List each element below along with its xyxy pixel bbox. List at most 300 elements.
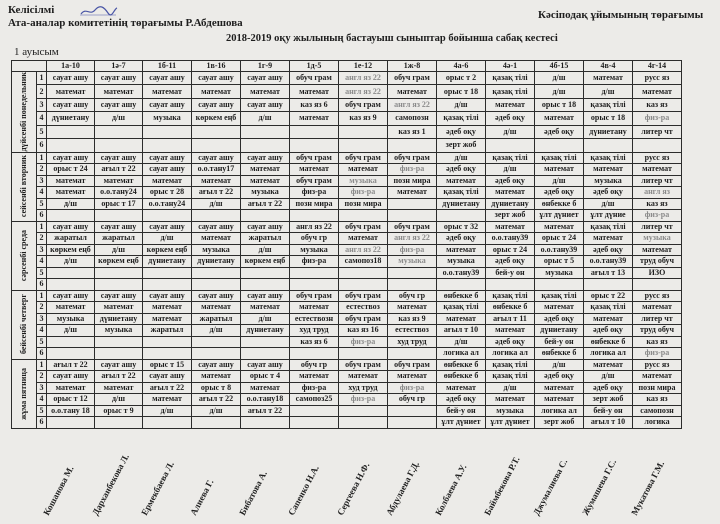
lesson-cell: сауат ашу	[143, 98, 192, 111]
lesson-cell: каз яз	[633, 198, 682, 210]
table-row	[12, 233, 682, 245]
lesson-cell	[339, 348, 388, 360]
lesson-cell: математ	[633, 85, 682, 98]
lesson-cell: сауат ашу	[241, 98, 290, 111]
lesson-cell: математ	[192, 233, 241, 245]
day-cell	[12, 152, 37, 221]
lesson-cell: әдеб оқу	[584, 382, 633, 394]
lesson-cell: физ-ра	[633, 112, 682, 125]
lesson-cell: музыка	[388, 256, 437, 268]
table-row	[12, 336, 682, 348]
lesson-cell: худ труд	[290, 325, 339, 337]
lesson-cell: логика ал	[486, 348, 535, 360]
table-row	[12, 210, 682, 222]
lesson-cell: қазақ тілі	[584, 152, 633, 164]
table-row	[12, 85, 682, 98]
lesson-cell: дүниетану	[192, 256, 241, 268]
lesson-cell: д/ш	[47, 325, 95, 337]
lesson-cell	[143, 348, 192, 360]
lesson-cell: д/ш	[143, 233, 192, 245]
lesson-cell: обуч грам	[290, 152, 339, 164]
lesson-cell: сауат ашу	[241, 221, 290, 233]
lesson-cell	[388, 210, 437, 222]
lesson-cell	[290, 348, 339, 360]
lesson-cell: өнбекке б	[437, 290, 486, 302]
lesson-cell: жаратыл	[95, 233, 143, 245]
lesson-cell	[584, 279, 633, 291]
lesson-cell: сауат ашу	[95, 98, 143, 111]
lesson-cell: математ	[535, 394, 584, 406]
lesson-cell	[486, 139, 535, 152]
lesson-cell	[241, 125, 290, 138]
teacher-name: Дарханбекова Л.	[90, 452, 131, 517]
lesson-cell: физ-ра	[339, 187, 388, 199]
lesson-cell	[437, 210, 486, 222]
lesson-cell	[486, 279, 535, 291]
lesson-cell: көркем еңб	[143, 244, 192, 256]
lesson-cell: сауат ашу	[192, 72, 241, 85]
lesson-cell: сауат ашу	[192, 290, 241, 302]
lesson-cell	[633, 139, 682, 152]
lesson-cell: обуч грам	[339, 221, 388, 233]
lesson-cell: орыс т 2	[437, 72, 486, 85]
lesson-cell: өнбекке б	[535, 198, 584, 210]
lesson-number: 6	[37, 210, 47, 222]
lesson-cell: орыс т 12	[47, 394, 95, 406]
lesson-cell: англ яз 22	[388, 98, 437, 111]
lesson-cell: жаратыл	[241, 233, 290, 245]
table-row	[12, 187, 682, 199]
lesson-cell: музыка	[47, 313, 95, 325]
lesson-cell: ағыл т 22	[143, 382, 192, 394]
lesson-cell: қазақ тілі	[437, 112, 486, 125]
lesson-cell: каз яз 9	[339, 112, 388, 125]
lesson-cell: ИЗО	[633, 267, 682, 279]
class-header: 1е-12	[339, 61, 388, 72]
class-header: 1в-16	[192, 61, 241, 72]
lesson-cell: математ	[95, 382, 143, 394]
lesson-cell	[143, 336, 192, 348]
table-row	[12, 244, 682, 256]
lesson-cell: орыс т 9	[95, 405, 143, 417]
lesson-cell: самопозн	[633, 405, 682, 417]
lesson-cell: ағыл т 22	[47, 359, 95, 371]
lesson-cell: худ труд	[388, 336, 437, 348]
lesson-cell: д/ш	[486, 382, 535, 394]
agreed-label: Келісілмі	[8, 4, 55, 16]
lesson-cell: математ	[584, 164, 633, 176]
lesson-cell	[388, 267, 437, 279]
lesson-cell: математ	[47, 382, 95, 394]
lesson-cell: қазақ тілі	[584, 221, 633, 233]
lesson-cell: естествозн	[290, 313, 339, 325]
lesson-cell: әдеб оқу	[535, 371, 584, 383]
class-header: 1д-5	[290, 61, 339, 72]
lesson-cell: қазақ тілі	[437, 302, 486, 314]
lesson-cell: бей-у он	[584, 405, 633, 417]
lesson-cell: математ	[290, 371, 339, 383]
table-row	[12, 394, 682, 406]
lesson-cell: д/ш	[47, 256, 95, 268]
lesson-cell: математ	[633, 164, 682, 176]
lesson-cell: д/ш	[584, 371, 633, 383]
lesson-cell: өнбекке б	[584, 336, 633, 348]
lesson-cell: музыка	[535, 267, 584, 279]
day-cell	[12, 221, 37, 290]
lesson-cell: ағыл т 22	[192, 187, 241, 199]
table-row	[12, 112, 682, 125]
lesson-cell	[192, 267, 241, 279]
lesson-cell	[192, 348, 241, 360]
lesson-cell: сауат ашу	[47, 371, 95, 383]
teacher-names	[0, 419, 720, 519]
lesson-number: 5	[37, 125, 47, 138]
lesson-cell: обуч грам	[339, 359, 388, 371]
class-header-row	[12, 61, 682, 72]
lesson-cell: зерт жоб	[486, 210, 535, 222]
lesson-cell	[241, 210, 290, 222]
lesson-cell: қазақ тілі	[535, 152, 584, 164]
lesson-cell: д/ш	[143, 405, 192, 417]
lesson-cell: логика ал	[535, 405, 584, 417]
lesson-cell: орыс т 22	[584, 290, 633, 302]
lesson-cell: о.о.тану39	[584, 256, 633, 268]
lesson-number: 1	[37, 359, 47, 371]
lesson-cell: орыс т 32	[437, 221, 486, 233]
lesson-number: 5	[37, 267, 47, 279]
lesson-cell: о.о.тану 18	[47, 405, 95, 417]
day-label: жұма пятница	[19, 367, 28, 420]
lesson-cell	[47, 336, 95, 348]
lesson-cell: физ-ра	[290, 382, 339, 394]
lesson-cell: өнбекке б	[437, 359, 486, 371]
lesson-cell	[290, 267, 339, 279]
lesson-cell: литер чт	[633, 221, 682, 233]
lesson-cell	[241, 139, 290, 152]
lesson-cell: математ	[192, 85, 241, 98]
lesson-cell: д/ш	[535, 175, 584, 187]
lesson-cell	[290, 210, 339, 222]
lesson-cell: д/ш	[535, 85, 584, 98]
lesson-cell: д/ш	[47, 198, 95, 210]
table-row	[12, 371, 682, 383]
lesson-cell: қазақ тілі	[486, 359, 535, 371]
table-row	[12, 302, 682, 314]
lesson-cell: қазақ тілі	[584, 98, 633, 111]
shift-label: 1 ауысым	[14, 46, 59, 58]
lesson-cell: математ	[339, 164, 388, 176]
lesson-cell	[192, 279, 241, 291]
lesson-cell: зерт жоб	[535, 417, 584, 429]
lesson-cell: д/ш	[584, 85, 633, 98]
day-label: бейсенбі четверг	[19, 294, 28, 355]
lesson-cell: каз яз 16	[339, 325, 388, 337]
lesson-cell: сауат ашу	[47, 72, 95, 85]
lesson-number: 2	[37, 371, 47, 383]
lesson-cell: англ яз 22	[339, 85, 388, 98]
lesson-cell: сауат ашу	[95, 152, 143, 164]
lesson-number: 3	[37, 244, 47, 256]
lesson-cell: труд обуч	[633, 325, 682, 337]
lesson-cell: музыка	[290, 244, 339, 256]
lesson-cell: математ	[633, 244, 682, 256]
lesson-cell: математ	[584, 72, 633, 85]
lesson-cell: д/ш	[437, 336, 486, 348]
lesson-cell	[241, 267, 290, 279]
table-row	[12, 313, 682, 325]
lesson-number: 6	[37, 139, 47, 152]
lesson-cell	[388, 279, 437, 291]
teacher-name: Сапенко Н.А.	[286, 463, 321, 517]
lesson-cell: өнбекке б	[486, 302, 535, 314]
lesson-cell: орыс т 4	[241, 371, 290, 383]
lesson-cell: математ	[241, 175, 290, 187]
lesson-cell: әдеб оқу	[535, 313, 584, 325]
lesson-cell: музыка	[143, 112, 192, 125]
lesson-cell: сауат ашу	[241, 72, 290, 85]
lesson-cell: ұлт дүниет	[486, 417, 535, 429]
lesson-cell	[47, 279, 95, 291]
lesson-cell: әдеб оқу	[535, 125, 584, 138]
lesson-cell: әдеб оқу	[486, 112, 535, 125]
lesson-cell	[95, 336, 143, 348]
lesson-cell: дүниетану	[241, 325, 290, 337]
lesson-cell: әдеб оқу	[486, 175, 535, 187]
lesson-cell: д/ш	[535, 72, 584, 85]
lesson-cell	[290, 405, 339, 417]
lesson-cell	[388, 405, 437, 417]
lesson-cell: литер чт	[633, 313, 682, 325]
lesson-cell	[290, 139, 339, 152]
lesson-cell	[339, 139, 388, 152]
lesson-cell	[95, 348, 143, 360]
lesson-cell: сауат ашу	[143, 164, 192, 176]
lesson-cell: математ	[143, 302, 192, 314]
lesson-number: 4	[37, 112, 47, 125]
lesson-cell: дүниетану	[143, 256, 192, 268]
teacher-name: Колбаева А.У.	[433, 462, 469, 517]
lesson-cell	[95, 279, 143, 291]
lesson-cell: орыс т 24	[486, 244, 535, 256]
lesson-cell	[47, 267, 95, 279]
lesson-cell: зерт жоб	[437, 139, 486, 152]
lesson-cell: д/ш	[535, 359, 584, 371]
lesson-cell: орыс т 24	[47, 164, 95, 176]
table-row	[12, 98, 682, 111]
lesson-cell: литер чт	[633, 125, 682, 138]
lesson-cell: д/ш	[437, 98, 486, 111]
lesson-number: 2	[37, 164, 47, 176]
lesson-cell: математ	[486, 221, 535, 233]
table-row	[12, 279, 682, 291]
day-label: сейсенбі вторник	[19, 155, 28, 218]
lesson-cell: ағыл т 22	[95, 371, 143, 383]
lesson-number: 5	[37, 198, 47, 210]
lesson-cell: русс яз	[633, 152, 682, 164]
lesson-cell: математ	[290, 302, 339, 314]
lesson-cell: математ	[241, 164, 290, 176]
lesson-cell: әдеб оқу	[486, 336, 535, 348]
lesson-cell: дүниетану	[47, 112, 95, 125]
table-row	[12, 348, 682, 360]
lesson-cell: өнбекке б	[535, 348, 584, 360]
lesson-cell	[241, 348, 290, 360]
lesson-cell: обуч гр	[290, 359, 339, 371]
lesson-cell: о.о.тану17	[192, 164, 241, 176]
signature-icon	[80, 5, 118, 17]
lesson-cell: математ	[584, 359, 633, 371]
class-header: 4б-15	[535, 61, 584, 72]
class-header: 4ә-1	[486, 61, 535, 72]
lesson-cell: англ яз 22	[388, 233, 437, 245]
lesson-cell: обуч грам	[339, 290, 388, 302]
lesson-cell: өнбекке б	[437, 371, 486, 383]
lesson-number: 4	[37, 394, 47, 406]
lesson-cell	[143, 125, 192, 138]
lesson-number: 4	[37, 187, 47, 199]
lesson-cell: жаратыл	[192, 313, 241, 325]
class-header: 1г-9	[241, 61, 290, 72]
lesson-cell: сауат ашу	[95, 221, 143, 233]
lesson-cell: литер чт	[633, 175, 682, 187]
lesson-number: 5	[37, 336, 47, 348]
lesson-cell: әдеб оқу	[535, 187, 584, 199]
lesson-cell	[143, 267, 192, 279]
lesson-cell: ұлт дүние	[584, 210, 633, 222]
lesson-cell: обуч грам	[388, 152, 437, 164]
teacher-name: Абдулаева Г.Д.	[384, 459, 422, 517]
lesson-number: 5	[37, 405, 47, 417]
lesson-cell: математ	[437, 175, 486, 187]
lesson-cell: математ	[95, 302, 143, 314]
lesson-cell: ұлт дүниет	[437, 417, 486, 429]
lesson-cell: орыс т 8	[192, 382, 241, 394]
day-label: сәрсенбі среда	[19, 229, 28, 282]
lesson-number: 1	[37, 290, 47, 302]
schedule-table	[11, 60, 682, 429]
lesson-cell: математ	[95, 85, 143, 98]
lesson-cell: жаратыл	[143, 325, 192, 337]
lesson-cell: сауат ашу	[143, 72, 192, 85]
lesson-cell	[143, 210, 192, 222]
lesson-cell: көркем еңб	[192, 112, 241, 125]
lesson-cell: физ-ра	[633, 210, 682, 222]
table-row	[12, 125, 682, 138]
lesson-cell: д/ш	[241, 112, 290, 125]
lesson-cell: физ-ра	[388, 244, 437, 256]
lesson-cell	[241, 336, 290, 348]
lesson-cell: обуч гр	[388, 394, 437, 406]
table-row	[12, 405, 682, 417]
lesson-cell: математ	[192, 175, 241, 187]
lesson-cell: сауат ашу	[192, 152, 241, 164]
lesson-cell: д/ш	[192, 325, 241, 337]
lesson-cell	[95, 267, 143, 279]
lesson-cell: математ	[584, 233, 633, 245]
lesson-cell: әдеб оқу	[437, 394, 486, 406]
table-row	[12, 152, 682, 164]
lesson-cell	[95, 125, 143, 138]
lesson-cell: қазақ тілі	[486, 72, 535, 85]
lesson-cell: сауат ашу	[47, 98, 95, 111]
class-header: 1ә-7	[95, 61, 143, 72]
lesson-cell: қазақ тілі	[486, 371, 535, 383]
class-header: 4в-4	[584, 61, 633, 72]
lesson-cell	[388, 139, 437, 152]
lesson-cell: әдеб оқу	[437, 125, 486, 138]
lesson-cell: математ	[486, 187, 535, 199]
lesson-cell: математ	[143, 394, 192, 406]
lesson-cell: о.о.тану24	[143, 198, 192, 210]
lesson-cell: труд обуч	[633, 256, 682, 268]
teacher-name: Ермекбаева Л.	[139, 459, 176, 517]
lesson-cell: англ яз 22	[339, 244, 388, 256]
lesson-cell: математ	[437, 382, 486, 394]
lesson-cell: ағыл т 22	[192, 394, 241, 406]
lesson-number: 2	[37, 302, 47, 314]
lesson-cell: математ	[486, 394, 535, 406]
lesson-cell: о.о.тану24	[95, 187, 143, 199]
lesson-cell: ағыл т 11	[486, 313, 535, 325]
lesson-cell: математ	[47, 85, 95, 98]
lesson-cell	[95, 139, 143, 152]
lesson-cell: музыка	[192, 244, 241, 256]
lesson-cell: д/ш	[241, 313, 290, 325]
lesson-cell: сауат ашу	[95, 359, 143, 371]
lesson-cell: логика	[633, 417, 682, 429]
lesson-cell: каз яз 6	[290, 98, 339, 111]
lesson-cell	[339, 279, 388, 291]
lesson-cell: орыс т 18	[535, 98, 584, 111]
lesson-cell: музыка	[241, 187, 290, 199]
lesson-cell: естествоз	[339, 302, 388, 314]
lesson-cell: дүниетану	[535, 325, 584, 337]
lesson-cell: математ	[535, 302, 584, 314]
lesson-cell: англ яз 22	[290, 221, 339, 233]
teacher-name: Алиева Г.	[188, 477, 216, 517]
lesson-cell: русс яз	[633, 290, 682, 302]
lesson-cell: математ	[241, 382, 290, 394]
table-row	[12, 72, 682, 85]
lesson-cell: позн мира	[339, 198, 388, 210]
table-row	[12, 221, 682, 233]
lesson-cell: логика ал	[584, 348, 633, 360]
lesson-cell	[339, 267, 388, 279]
lesson-cell: сауат ашу	[192, 98, 241, 111]
lesson-number: 3	[37, 313, 47, 325]
lesson-cell: орыс т 18	[584, 112, 633, 125]
lesson-cell: позн мира	[633, 382, 682, 394]
lesson-cell: бей-у он	[535, 336, 584, 348]
lesson-cell	[584, 139, 633, 152]
lesson-cell: сауат ашу	[95, 290, 143, 302]
lesson-cell	[192, 210, 241, 222]
lesson-cell: орыс т 15	[143, 359, 192, 371]
lesson-cell: музыка	[486, 405, 535, 417]
lesson-number: 3	[37, 98, 47, 111]
lesson-cell: д/ш	[95, 244, 143, 256]
lesson-cell: русс яз	[633, 72, 682, 85]
lesson-cell: обуч грам	[290, 72, 339, 85]
lesson-cell: қазақ тілі	[486, 85, 535, 98]
lesson-cell: физ-ра	[339, 394, 388, 406]
lesson-cell: математ	[339, 371, 388, 383]
lesson-cell	[192, 139, 241, 152]
lesson-cell: каз яз 1	[388, 125, 437, 138]
lesson-cell	[192, 336, 241, 348]
lesson-number: 3	[37, 175, 47, 187]
lesson-cell: обуч гр	[290, 233, 339, 245]
